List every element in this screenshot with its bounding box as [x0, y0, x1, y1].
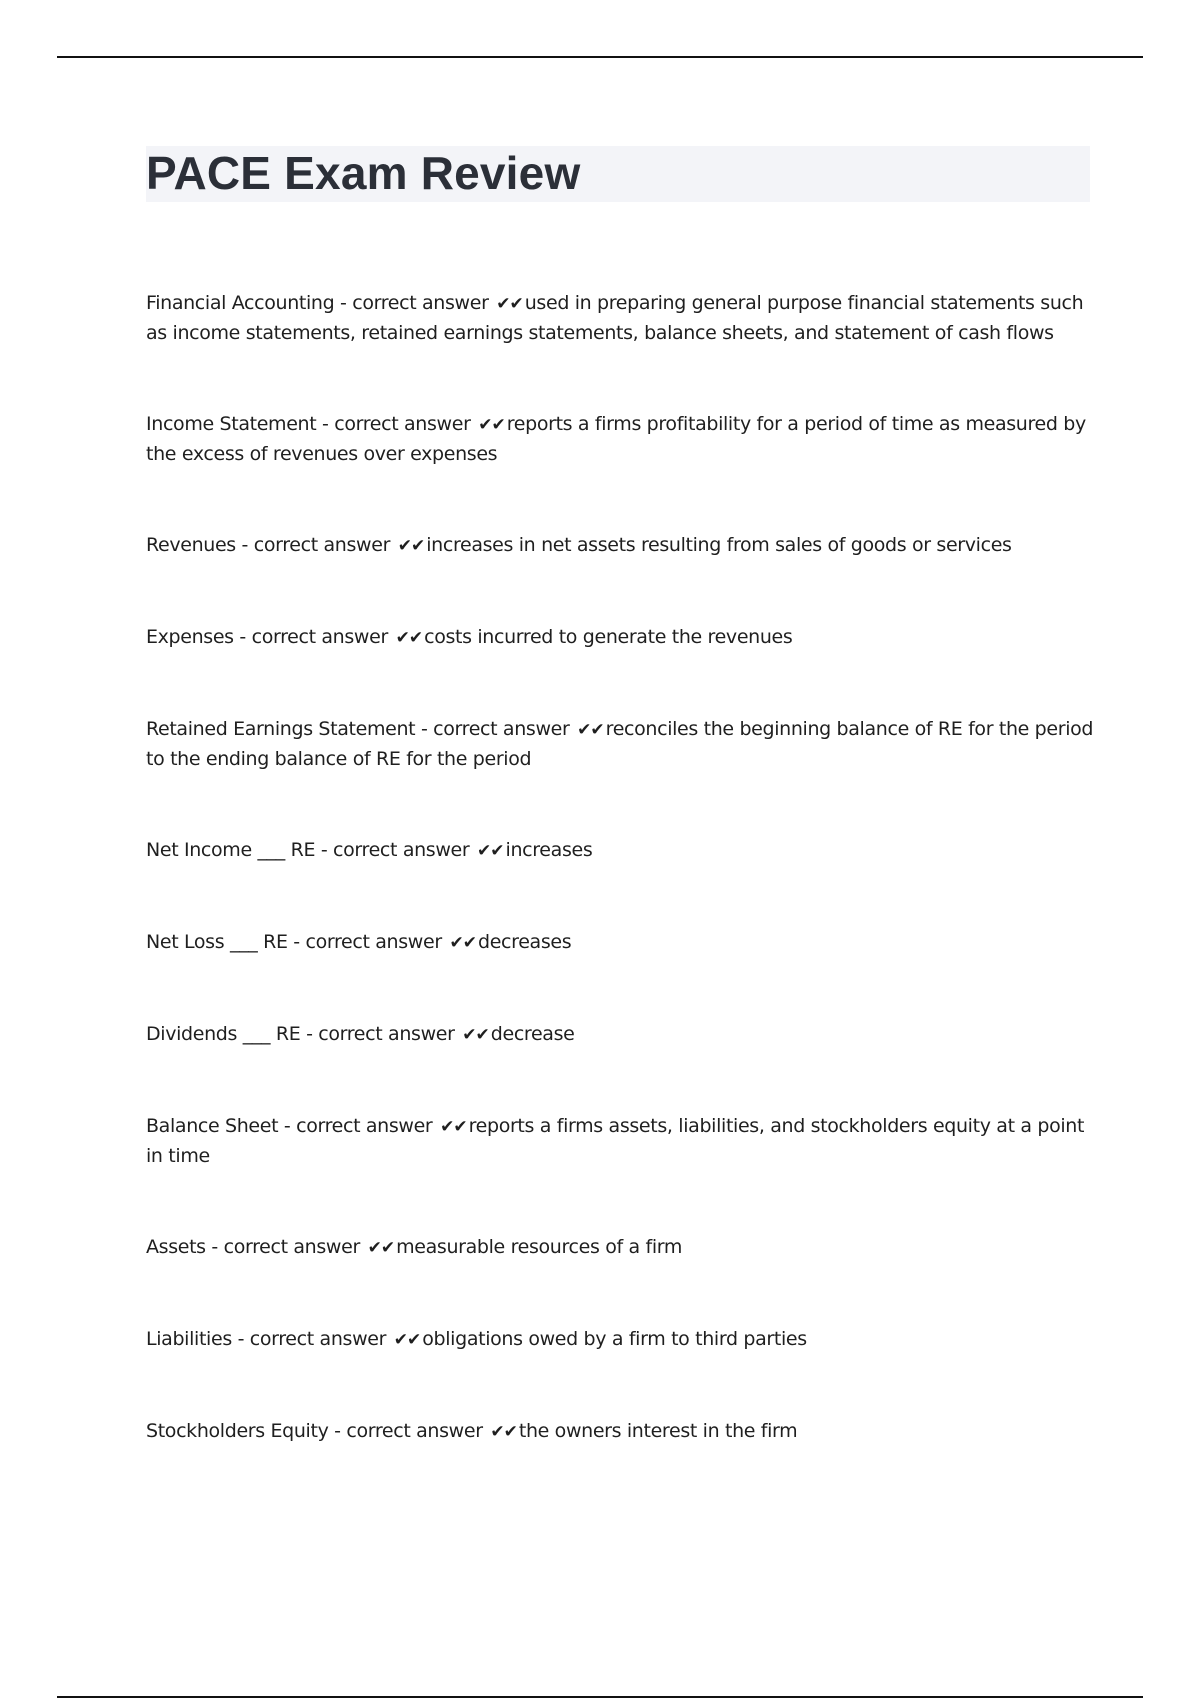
qa-separator: -: [415, 718, 434, 740]
double-check-icon: ✔✔: [367, 1238, 395, 1258]
qa-term: Revenues: [146, 534, 236, 556]
qa-item: [146, 623, 1096, 653]
qa-marker: correct answer: [253, 534, 391, 556]
qa-item: [146, 531, 1096, 561]
qa-term: Financial Accounting: [146, 292, 335, 314]
qa-separator: -: [300, 1023, 319, 1045]
double-check-icon: ✔✔: [490, 1422, 517, 1442]
qa-answer: obligations owed by a firm to third parties: [422, 1328, 807, 1350]
qa-marker: correct answer: [346, 1420, 483, 1442]
qa-term: Balance Sheet: [146, 1115, 279, 1137]
double-check-icon: ✔✔: [577, 720, 604, 740]
qa-separator: -: [334, 292, 353, 314]
qa-marker: correct answer: [296, 1115, 433, 1137]
qa-marker: correct answer: [352, 292, 489, 314]
qa-item: [146, 410, 1096, 469]
double-check-icon: ✔✔: [462, 1025, 489, 1045]
qa-answer: reports a firms assets, liabilities, and stockholders equity at a point in time: [146, 1115, 1085, 1167]
qa-item: [146, 1020, 1096, 1050]
qa-answer: increases in net assets resulting from sales of goods or services: [426, 534, 1012, 556]
qa-marker: correct answer: [251, 626, 388, 648]
qa-term: Net Loss ___ RE: [146, 931, 288, 953]
qa-answer: decrease: [490, 1023, 575, 1045]
page-title: PACE Exam Review: [146, 147, 581, 199]
qa-item: [146, 1325, 1096, 1355]
qa-marker: correct answer: [305, 931, 442, 953]
qa-item: [146, 836, 1096, 866]
qa-answer: the owners interest in the firm: [518, 1420, 798, 1442]
double-check-icon: ✔✔: [496, 294, 523, 314]
qa-term: Income Statement: [146, 413, 317, 435]
qa-marker: correct answer: [223, 1236, 360, 1258]
double-check-icon: ✔✔: [477, 841, 504, 861]
qa-separator: -: [233, 626, 252, 648]
qa-term: Liabilities: [146, 1328, 232, 1350]
qa-marker: correct answer: [333, 839, 470, 861]
qa-answer: decreases: [478, 931, 572, 953]
qa-list: [146, 289, 1096, 1447]
double-check-icon: ✔✔: [449, 933, 476, 953]
qa-separator: -: [328, 1420, 347, 1442]
qa-term: Expenses: [146, 626, 234, 648]
qa-separator: -: [205, 1236, 224, 1258]
qa-marker: correct answer: [249, 1328, 387, 1350]
qa-item: [146, 289, 1096, 348]
qa-term: Assets: [146, 1236, 206, 1258]
double-check-icon: ✔✔: [478, 415, 505, 435]
double-check-icon: ✔✔: [395, 628, 423, 648]
double-check-icon: ✔✔: [393, 1330, 421, 1350]
qa-separator: -: [315, 839, 334, 861]
qa-answer: costs incurred to generate the revenues: [424, 626, 793, 648]
qa-marker: correct answer: [433, 718, 570, 740]
qa-marker: correct answer: [334, 413, 471, 435]
qa-term: Dividends ___ RE: [146, 1023, 301, 1045]
qa-answer: used in preparing general purpose financial statements such as income statements, retained earnings statements, balance sheets, and statement of cash flows: [146, 292, 1084, 344]
qa-item: [146, 1417, 1096, 1447]
qa-term: Net Income ___ RE: [146, 839, 316, 861]
qa-item: [146, 715, 1096, 774]
qa-item: [146, 928, 1096, 958]
qa-answer: increases: [505, 839, 593, 861]
qa-marker: correct answer: [318, 1023, 455, 1045]
qa-term: Stockholders Equity: [146, 1420, 329, 1442]
qa-term: Retained Earnings Statement: [146, 718, 416, 740]
qa-separator: -: [316, 413, 335, 435]
qa-separator: -: [235, 534, 254, 556]
double-check-icon: ✔✔: [397, 536, 425, 556]
qa-item: [146, 1112, 1096, 1171]
footer-rule: [57, 1696, 1143, 1698]
double-check-icon: ✔✔: [440, 1117, 467, 1137]
qa-answer: reconciles the beginning balance of RE for the period to the ending balance of RE for the period: [146, 718, 1094, 770]
qa-answer: measurable resources of a firm: [396, 1236, 683, 1258]
qa-answer: reports a firms profitability for a period of time as measured by the excess of revenues over expenses: [146, 413, 1086, 465]
header-rule: [57, 56, 1143, 58]
qa-item: [146, 1233, 1096, 1263]
qa-separator: -: [287, 931, 306, 953]
qa-separator: -: [278, 1115, 297, 1137]
qa-separator: -: [231, 1328, 250, 1350]
